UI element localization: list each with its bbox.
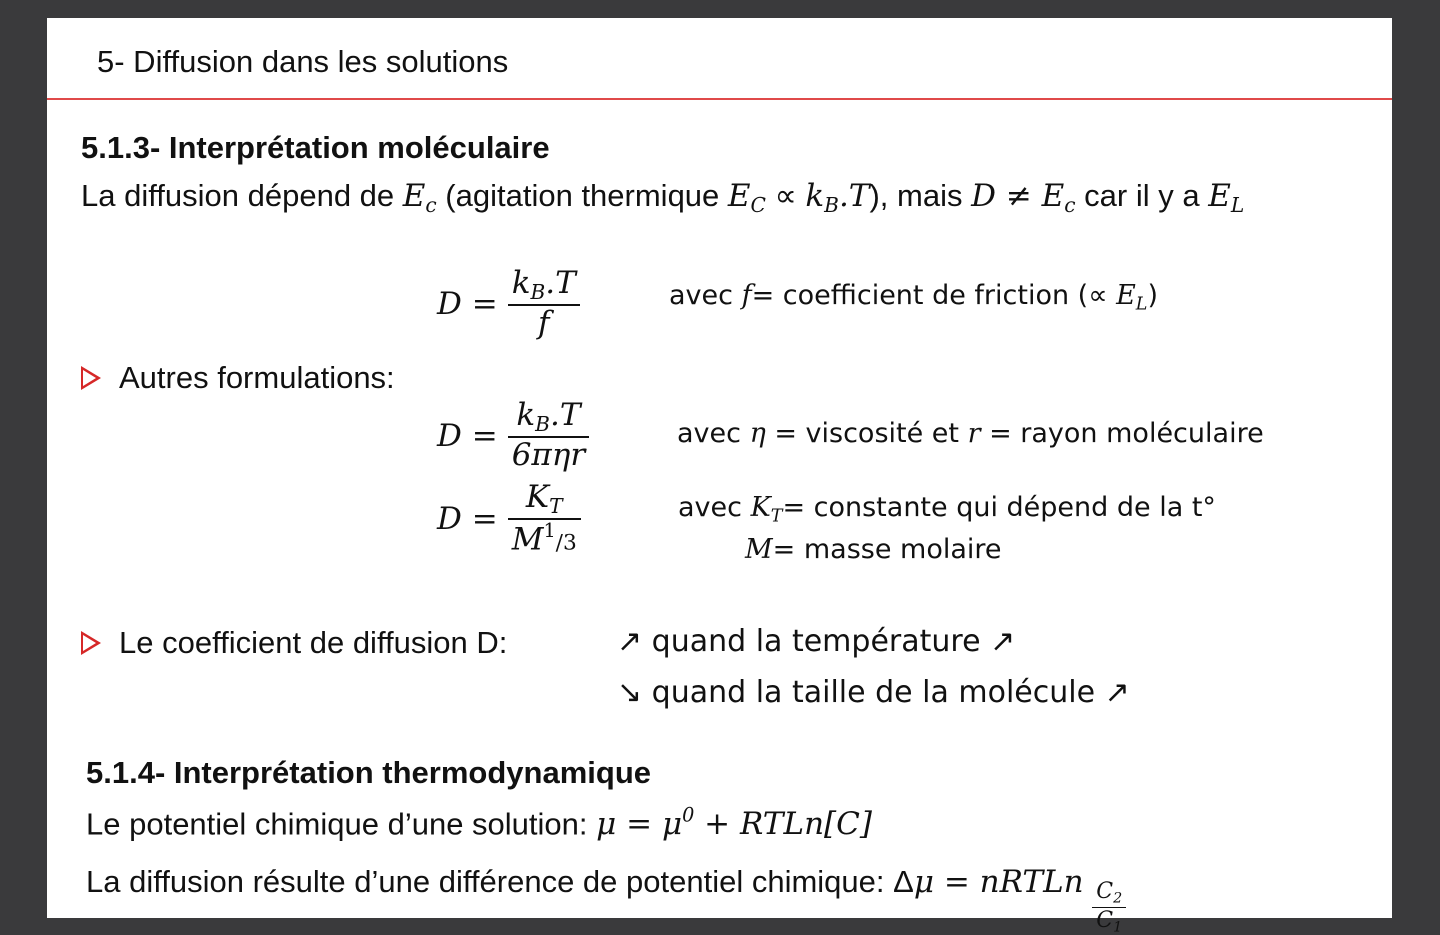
eq2-note: avec η = viscosité et r = rayon moléculaire (677, 418, 1264, 449)
intro-text-c: ), mais (869, 178, 972, 213)
eq2-lhs: D = (437, 417, 498, 454)
eq3-note-line2: M= masse molaire (745, 534, 1002, 565)
coefficient-label: Le coefficient de diffusion D: (119, 625, 508, 660)
equation-d-stokes-einstein (437, 398, 589, 474)
section-title-513: 5.1.3- Interprétation moléculaire (81, 130, 550, 165)
ec2-symbol: $E_C$ (727, 178, 766, 218)
equation-d-kt-m (437, 480, 581, 558)
intro-text-a: La diffusion dépend de (81, 178, 403, 213)
d-neq-ec: $D \ne E_c$ (971, 178, 1076, 218)
section-title-514: 5.1.4- Interprétation thermodynamique (86, 755, 651, 790)
eq1-note: avec f= coefficient de friction (∝ $E_L$) (669, 280, 1158, 315)
equation-d-kbt-f (437, 266, 580, 342)
eq3-fraction: $\frac{K_T}{M^1/3}$ (508, 480, 581, 558)
ec-symbol: $E_c$ (402, 178, 437, 218)
coefficient-bullet (81, 625, 507, 661)
eq2-fraction: $\frac{k_B.T}{\text{6πηr}}$ (508, 398, 590, 474)
c2-over-c1-fraction: $\frac{C_2}{C_1}$ (1092, 879, 1126, 935)
header-title: 5- Diffusion dans les solutions (97, 44, 509, 79)
chemical-potential-line: Le potentiel chimique d’une solution: $\mu = \mu^0$ + RTLn[C] (86, 804, 872, 843)
slide-header (47, 18, 1392, 100)
coef-size-line: ↘ quand la taille de la molécule ↗ (617, 675, 1130, 710)
proportional-symbol: ∝ (765, 178, 806, 213)
autres-formulations-bullet (81, 360, 395, 396)
el-symbol: $E_L$ (1208, 178, 1245, 218)
document-page (47, 18, 1392, 935)
potential-difference-line: La diffusion résulte d’une différence de potentiel chimique: Δμ = nRTLn $\frac{C_2}{C_1}$ (86, 864, 1126, 935)
coef-temperature-line: ↗ quand la température ↗ (617, 624, 1016, 659)
triangle-bullet-icon (81, 366, 101, 390)
eq3-note-line1: avec $K_T=$ constante qui dépend de la t° (678, 492, 1216, 527)
triangle-bullet-icon (81, 631, 101, 655)
eq1-lhs: D = (437, 285, 498, 322)
eq3-lhs: D = (437, 501, 498, 538)
diffusion-intro-line (81, 178, 1244, 217)
kbt-symbol: $k_B.T$ (805, 178, 870, 218)
intro-text-e: car il y a (1075, 178, 1209, 213)
autres-formulations-label: Autres formulations: (119, 360, 395, 395)
intro-text-b: (agitation thermique (436, 178, 728, 213)
eq1-fraction: $\frac{k_B.T}{f}$ (508, 266, 580, 342)
